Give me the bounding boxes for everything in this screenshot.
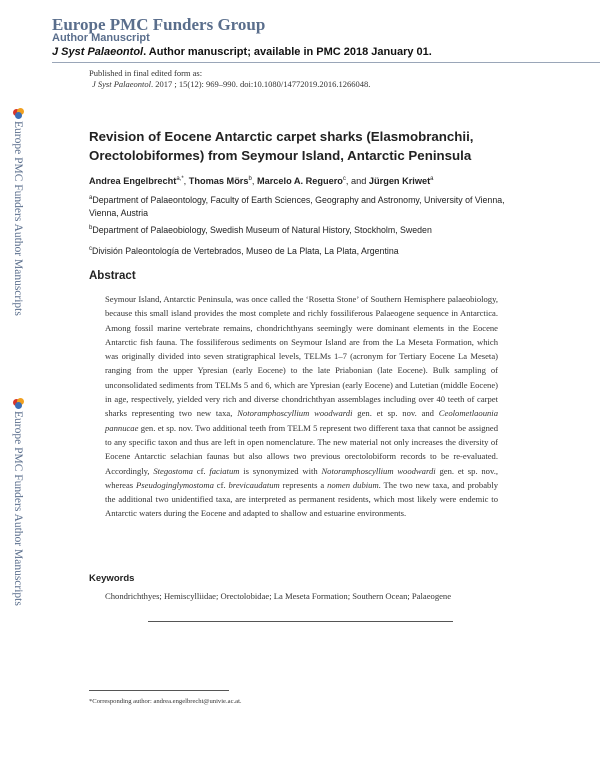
affiliation-text: Department of Palaeobiology, Swedish Museum of Natural History, Stockholm, Sweden	[92, 224, 432, 235]
abstract-text: . The two new taxa, and probably the additional two unidentified taxa, are interpreted as permanent residents, which most likely were endemic to Antarctic waters during the Eocene and adapted to shallow and estuarine environments.	[105, 479, 499, 519]
sidebar-watermark-top	[9, 108, 27, 316]
author-affiliation-mark: a,*	[176, 176, 184, 182]
taxon-name: Pseudoginglymostoma	[136, 479, 214, 490]
taxon-name: faciatum	[209, 465, 240, 476]
abstract-heading: Abstract	[89, 270, 136, 282]
author-name: Thomas Mörs	[188, 176, 249, 187]
author-separator: , and	[345, 176, 369, 187]
author-name: Andrea Engelbrecht	[89, 176, 177, 187]
taxon-name: Notoramphoscyllium woodwardi	[321, 465, 436, 476]
sidebar-text: Europe PMC Funders Author Manuscripts	[12, 121, 24, 316]
journal-name: J Syst Palaeontol	[52, 46, 144, 58]
corresponding-author-footnote: *Corresponding author: andrea.engelbrecht@univie.ac.at.	[89, 698, 242, 705]
abstract-text: is synonymized with	[239, 465, 322, 476]
abstract-text: cf.	[192, 465, 210, 476]
footnote-divider	[89, 690, 229, 691]
author-name: Marcelo A. Reguero	[256, 176, 343, 187]
affiliation-mark: a	[89, 195, 93, 201]
author-name: Jürgen Kriwet	[368, 176, 431, 187]
keywords-heading: Keywords	[89, 573, 135, 584]
published-in-label: Published in final edited form as:	[89, 68, 203, 78]
citation-journal: J Syst Palaeontol	[92, 79, 152, 89]
taxon-name: Notoramphoscyllium woodwardi	[237, 408, 353, 419]
europe-pmc-logo-icon	[13, 108, 24, 119]
abstract-text: cf.	[213, 479, 229, 490]
affiliation	[89, 192, 509, 220]
author-list	[89, 176, 434, 186]
taxon-name: nomen dubium	[327, 479, 379, 490]
header-divider	[52, 62, 600, 63]
paper-title	[89, 127, 529, 165]
affiliation-mark: c	[89, 246, 92, 252]
affiliation	[89, 222, 509, 237]
taxon-name: Stegostoma	[153, 465, 193, 476]
funders-group-heading: Europe PMC Funders Group	[52, 15, 266, 34]
abstract-text: gen. et sp. nov. and	[352, 408, 439, 419]
author-affiliation-mark: b	[248, 176, 252, 182]
keywords-divider	[148, 621, 453, 622]
author-affiliation-mark: c	[342, 176, 346, 182]
abstract-body	[105, 292, 498, 521]
author-separator: ,	[251, 176, 257, 187]
abstract-text: represents a	[279, 479, 328, 490]
abstract-text: Seymour Island, Antarctic Peninsula, was once called the ‘Rosetta Stone’ of Southern Hemisphere palaeobiology, because this small island provides the most complete and richly fossiliferous Palaeogene sequence in Antarctica. Among fossil marine vertebrate remains, chondrichthyans seemingly were dominant elements in the Eocene Antarctic fish fauna. The fossiliferous sediments on Seymour Island are from the La Meseta Formation, which was originally divided into seven stratigraphical levels, TELMs 1–7 (acronym for Tertiary Eocene La Meseta) ranging from the upper Ypresian (early Eocene) to the late Priabonian (late Eocene). Bulk sampling of unconsolidated sediments from TELMs 5 and 6, which are Ypresian (early Eocene) and Lutetian (middle Eocene) in age, respectively, yielded very rich and diverse chondrichthyan assemblages including over 40 teeth of carpet sharks representing two new taxa,	[105, 294, 498, 419]
citation-details: . 2017 ; 15(12): 969–990. doi:10.1080/14772019.2016.1266048.	[151, 79, 371, 89]
affiliation-text: Department of Palaeontology, Faculty of Earth Sciences, Geography and Astronomy, University of Vienna, Vienna, Austria	[89, 194, 505, 218]
journal-availability	[52, 46, 432, 58]
affiliation-text: División Paleontología de Vertebrados, Museo de La Plata, La Plata, Argentina	[92, 245, 399, 256]
affiliation	[89, 243, 509, 258]
sidebar-watermark-bottom	[9, 398, 27, 606]
taxon-name: Ceolometlaounia pannucae	[105, 408, 498, 433]
keywords-list: Chondrichthyes; Hemiscylliidae; Orectolobidae; La Meseta Formation; Southern Ocean; Palaeogene	[105, 591, 452, 601]
sidebar-text: Europe PMC Funders Author Manuscripts	[12, 411, 24, 606]
author-affiliation-mark: a	[430, 176, 434, 182]
availability-text: . Author manuscript; available in PMC 2018 January 01.	[143, 46, 432, 58]
abstract-text: gen. et sp. nov., whereas	[105, 465, 499, 490]
author-separator: ,	[183, 176, 189, 187]
europe-pmc-logo-icon	[13, 398, 24, 409]
title-line-1: Revision of Eocene Antarctic carpet sharks (Elasmobranchii,	[89, 129, 474, 144]
affiliation-mark: b	[89, 225, 93, 231]
author-manuscript-label: Author Manuscript	[52, 32, 150, 44]
abstract-text: gen. et sp. nov. Two additional teeth from TELM 5 represent two different taxa that cannot be assigned to any specific taxon and thus are left in open nomenclature. The new material not only increases the diversity of Eocene Antarctic selachian faunas but also allows two previous orectolobiform records to be re-evaluated. Accordingly,	[105, 422, 498, 476]
publication-citation	[92, 79, 370, 89]
taxon-name: brevicaudatum	[228, 479, 280, 490]
title-line-2: Orectolobiformes) from Seymour Island, Antarctic Peninsula	[89, 148, 472, 163]
